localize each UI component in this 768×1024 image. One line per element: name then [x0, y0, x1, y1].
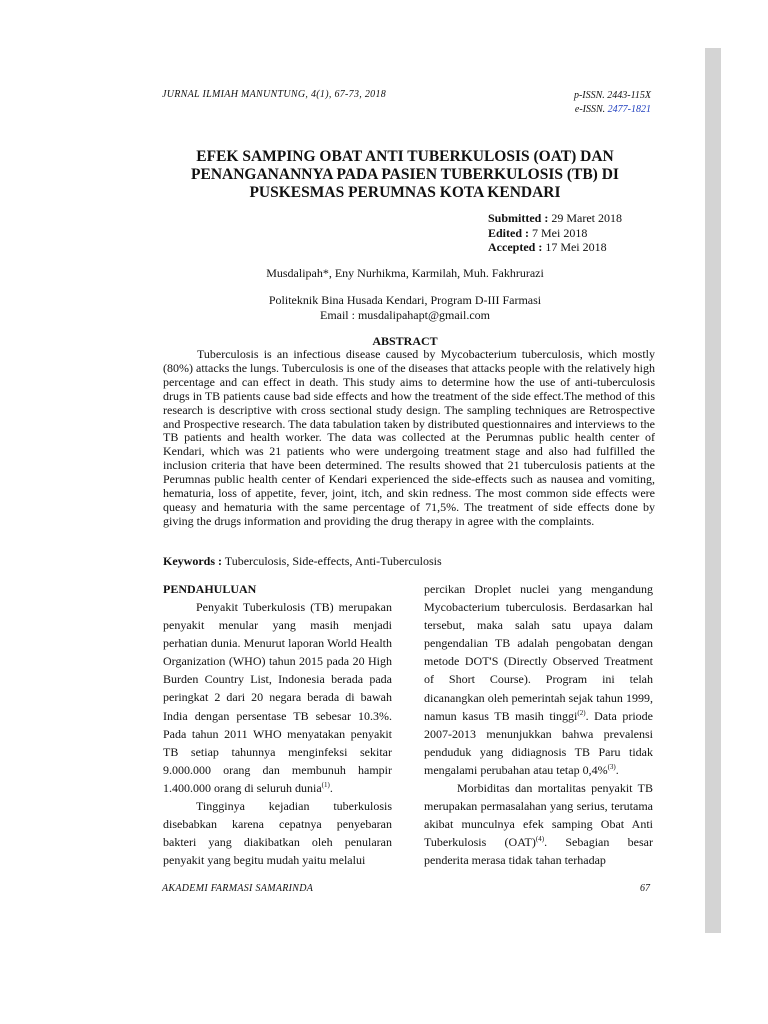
journal-header: JURNAL ILMIAH MANUNTUNG, 4(1), 67-73, 2018: [162, 89, 387, 100]
scrollbar[interactable]: [705, 48, 721, 933]
accepted-date: [488, 240, 622, 255]
edited-value: 7 Mei 2018: [529, 225, 588, 240]
paragraph-text: . Sebagian besar penderita merasa tidak tahan terhadap: [424, 835, 654, 868]
left-column: [163, 580, 392, 869]
paragraph: [163, 598, 392, 797]
paragraph: [424, 779, 653, 869]
submitted-label: Submitted :: [488, 211, 549, 225]
submitted-value: 29 Maret 2018: [548, 211, 622, 225]
citation: (1): [321, 780, 330, 789]
edited-date: [488, 226, 622, 241]
right-column: [424, 580, 653, 870]
issn-block: [574, 89, 651, 117]
authors: Musdalipah*, Eny Nurhikma, Karmilah, Muh. Fakhrurazi: [266, 266, 544, 280]
section-heading: PENDAHULUAN: [163, 582, 257, 596]
edited-label: Edited :: [488, 225, 530, 240]
paragraph-text: Morbiditas dan mortalitas penyakit TB merupakan permasalahan yang serius, terutama akibat munculnya efek samping Obat Anti Tuberkulosis (OAT): [424, 781, 653, 850]
e-issn-link[interactable]: 2477-1821: [607, 104, 651, 115]
paragraph-text: . Data priode 2007-2013 menunjukkan bahwa prevalensi penduduk yang didiagnosis TB Paru tidak mengalami perubahan atau tetap 0,4%: [424, 708, 654, 777]
submission-dates: [488, 211, 622, 255]
e-issn-label: e-ISSN.: [574, 104, 608, 115]
paper-title: EFEK SAMPING OBAT ANTI TUBERKULOSIS (OAT) DAN PENANGANANNYA PADA PASIEN TUBERKULOSIS (TB) DI PUSKESMAS PERUMNAS KOTA KENDARI: [191, 148, 619, 201]
paragraph-text: .: [615, 762, 619, 777]
keywords-label: Keywords :: [163, 554, 222, 568]
citation: (4): [535, 835, 545, 844]
affiliation: Politeknik Bina Husada Kendari, Program D-III Farmasi: [268, 293, 542, 307]
paragraph-text: Penyakit Tuberkulosis (TB) merupakan penyakit menular yang masih menjadi perhatian dunia. Menurut laporan World Health Organization (WHO) tahun 2015 pada 20 High Burden Country List, Indonesia berada pada peringkat 2 dari 20 negara berada di bawah India dengan persentase TB sebesar 10.3%. Pada tahun 2011 WHO menyatakan penyakit TB setiap tahunnya menginfeksi sekitar 9.000.000 orang dan membunuh hampir 1.400.000 orang di seluruh dunia: [163, 600, 392, 795]
e-issn: [574, 103, 651, 117]
abstract-text: Tuberculosis is an infectious disease caused by Mycobacterium tuberculosis, which mostly (80%) attacks the lungs. Tuberculosis is one of the diseases that attacks people with the relatively high percentage and can effect in death. This study aims to determine how the use of anti-tuberculosis drugs in TB patients cause bad side effects and how the treatment of the side effect.The method of this research is descriptive with cross sectional study design. The sampling techniques are Retrospective and Prospective research. The data tabulation taken by distributed questionnaires and interviews to the TB patients and health worker. The data was collected at the Perumnas public health center of Kendari, which was 21 patients who were undergoing treatment stage and also had fulfilled the inclusion criteria that have been determined. The results showed that 21 tuberculosis patients at the Perumnas public health center of Kendari experienced the side-effects such as nausea and vomiting, hematuria, loss of appetite, fever, joint, itch, and skin redness. The most common side effects were queasy and hematuria with the same percentage of 71,5%. The treatment of side effects done by giving the drugs information and providing the drug therapy in agree with the complaints.: [163, 347, 655, 528]
keywords-value: Tuberculosis, Side-effects, Anti-Tuberculosis: [222, 554, 442, 568]
p-issn: p-ISSN. 2443-115X: [573, 90, 651, 101]
page-number: 67: [640, 883, 650, 894]
paragraph: [424, 580, 653, 779]
paragraph-text: percikan Droplet nuclei yang mengandung Mycobacterium tuberculosis. Berdasarkan hal tersebut, maka salah satu upaya dalam pengendalian TB adalah pengobatan dengan metode DOT'S (Directly Observed Treatment of Short Course). Program ini telah dicanangkan oleh pemerintah sejak tahun 1999, namun kasus TB masih tinggi: [424, 582, 653, 723]
citation: (2): [577, 708, 586, 717]
email: Email : musdalipahapt@gmail.com: [319, 307, 490, 322]
accepted-label: Accepted :: [488, 240, 543, 254]
affiliation-block: [150, 293, 660, 322]
keywords: [163, 554, 442, 569]
submitted-date: [488, 211, 622, 226]
citation: (3): [607, 762, 616, 771]
abstract-heading: ABSTRACT: [372, 334, 438, 348]
accepted-value: 17 Mei 2018: [542, 240, 607, 254]
paragraph: Tingginya kejadian tuberkulosis disebabkan karena cepatnya penyebaran bakteri yang diakibatkan oleh penularan penyakit yang begitu mudah yaitu melalui: [163, 799, 392, 868]
footer-institution: AKADEMI FARMASI SAMARINDA: [162, 883, 314, 894]
paragraph-text: .: [329, 780, 333, 795]
